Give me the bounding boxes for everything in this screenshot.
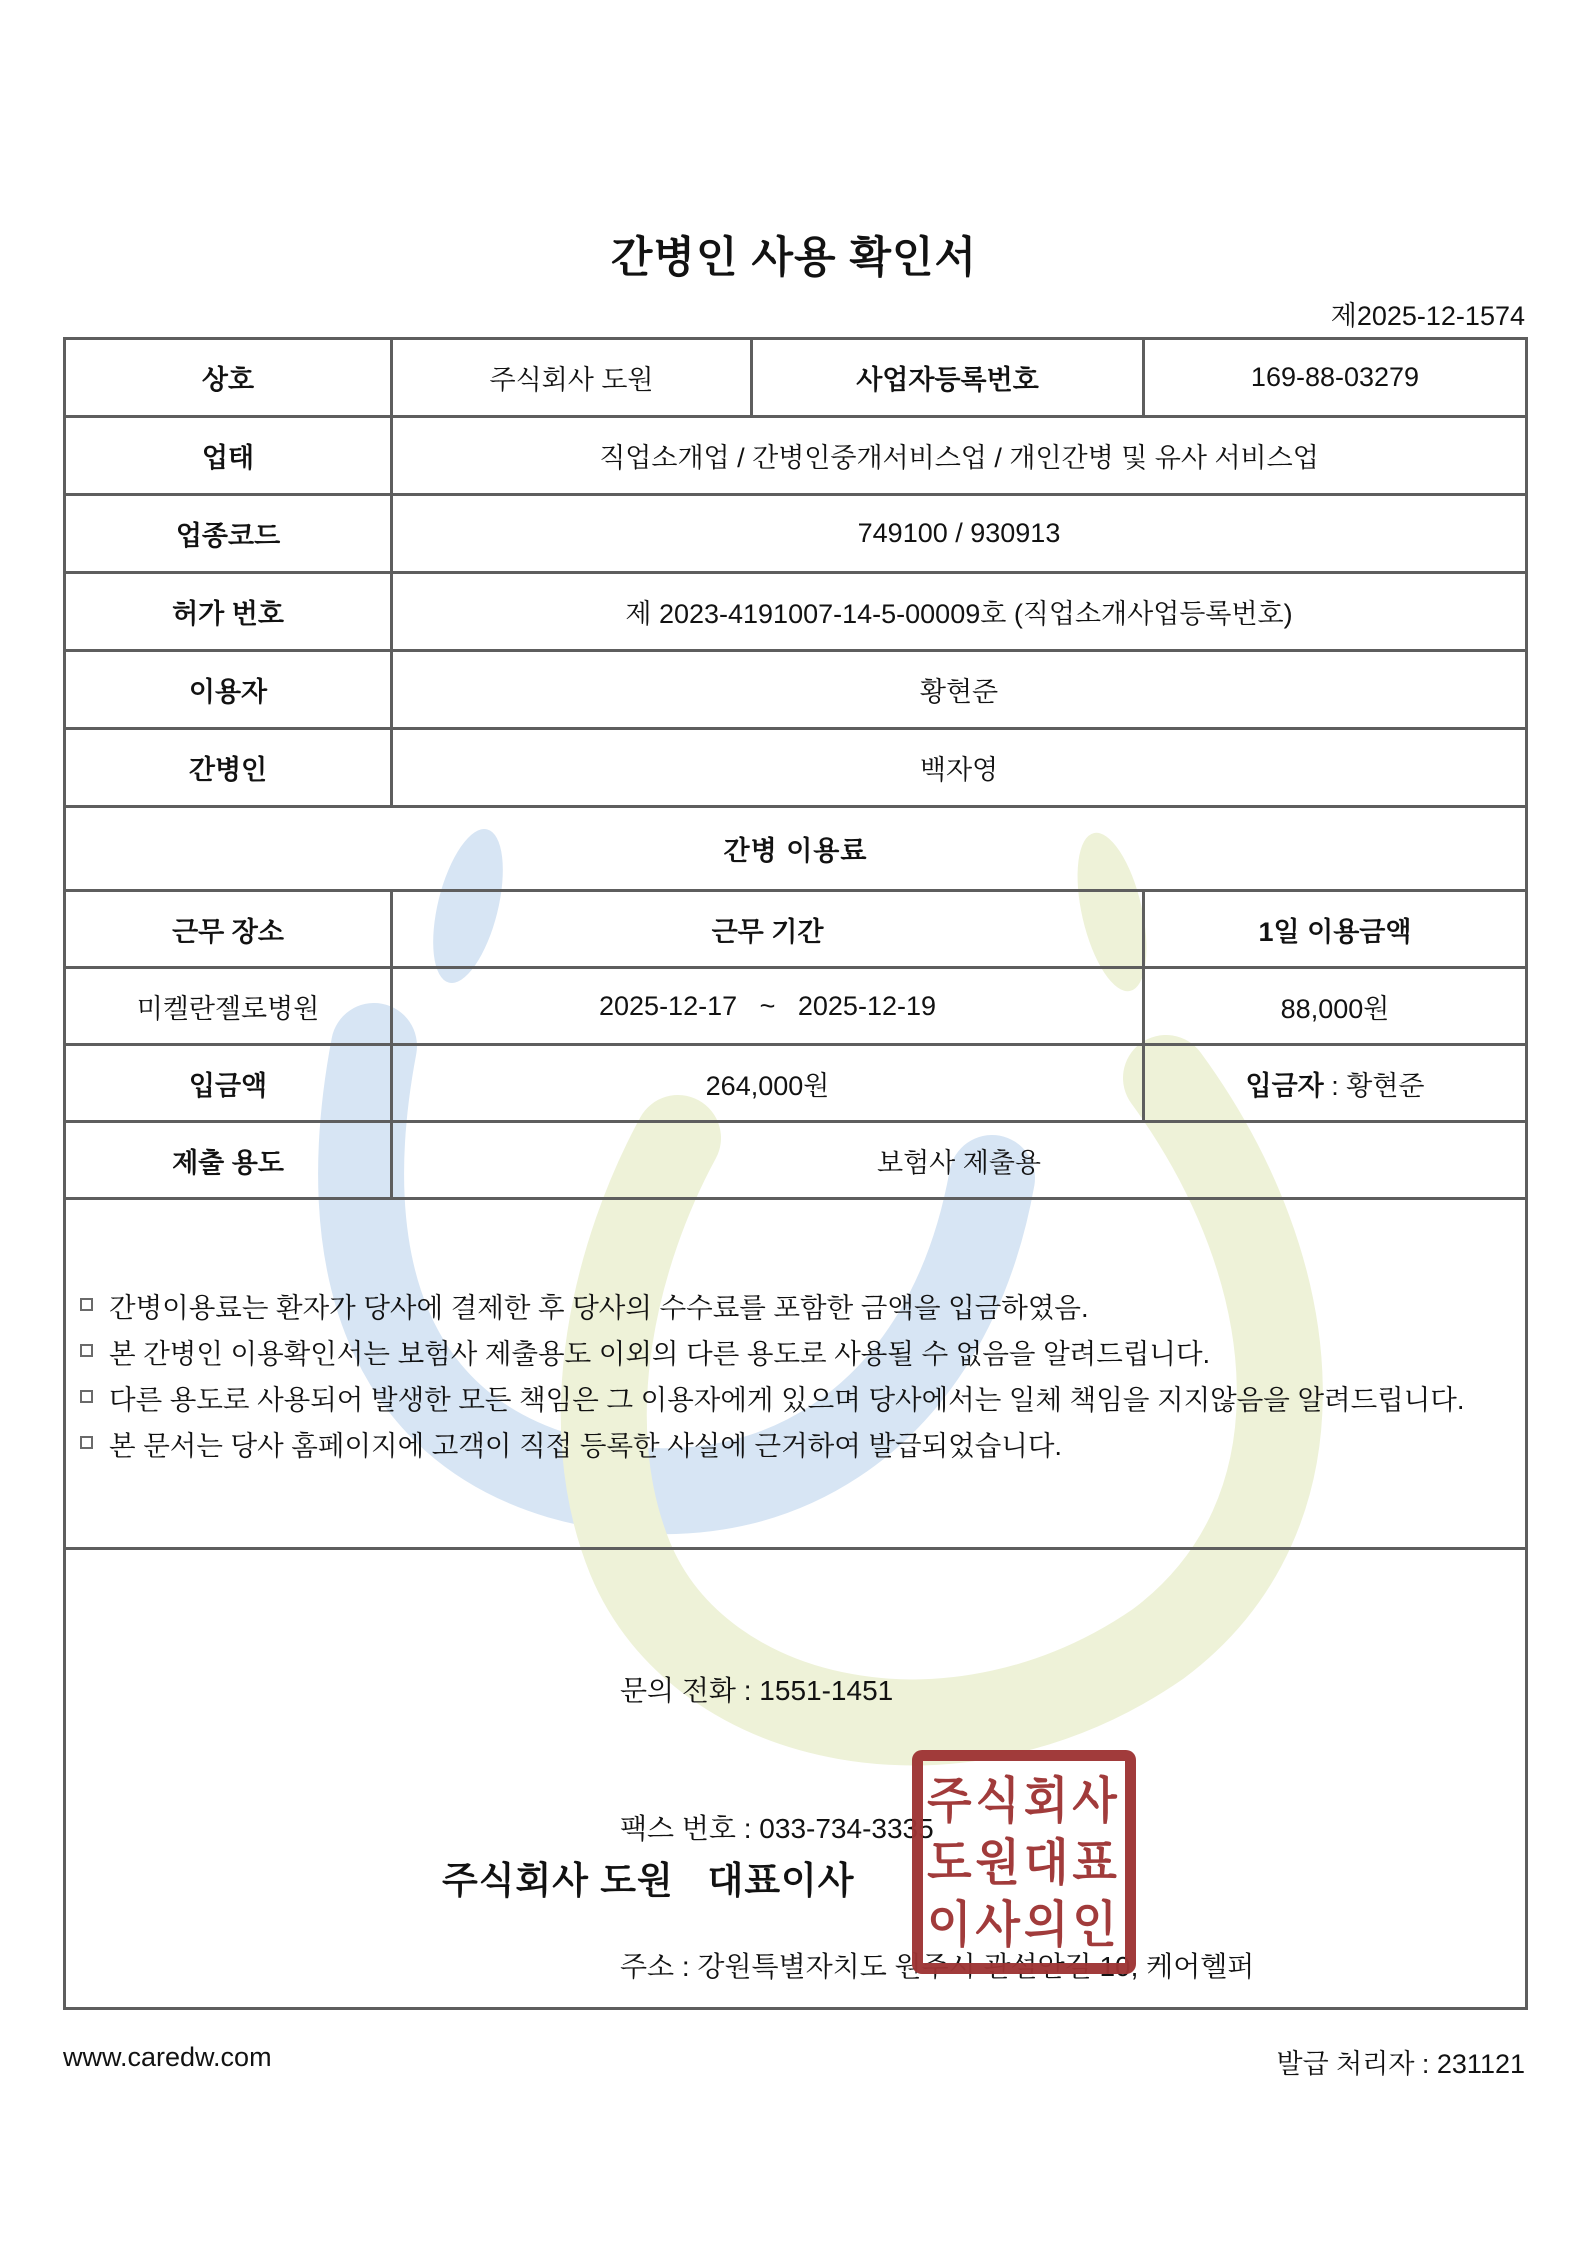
square-bullet-icon bbox=[80, 1436, 93, 1449]
company-name-label: 상호 bbox=[65, 339, 392, 417]
note-item bbox=[66, 1374, 1525, 1420]
business-type-label: 업태 bbox=[65, 417, 392, 495]
purpose-value: 보험사 제출용 bbox=[392, 1122, 1527, 1199]
depositor-label: 입금자 bbox=[1245, 1070, 1324, 1101]
signature-cell bbox=[65, 1549, 1527, 2009]
deposit-amount-label: 입금액 bbox=[65, 1045, 392, 1122]
work-place-header: 근무 장소 bbox=[65, 891, 392, 968]
table-row bbox=[65, 1045, 1527, 1122]
purpose-label: 제출 용도 bbox=[65, 1122, 392, 1199]
square-bullet-icon bbox=[80, 1344, 93, 1357]
fee-section-header: 간병 이용료 bbox=[65, 807, 1527, 891]
user-label: 이용자 bbox=[65, 651, 392, 729]
work-place-value: 미켈란젤로병원 bbox=[65, 968, 392, 1045]
confirmation-table bbox=[63, 337, 1528, 2010]
table-row bbox=[65, 1199, 1527, 1549]
note-text: 본 문서는 당사 홈페이지에 고객이 직접 등록한 사실에 근거하여 발급되었습니다. bbox=[109, 1429, 1063, 1461]
issue-processor: 발급 처리자 : 231121 bbox=[1276, 2049, 1525, 2079]
table-row bbox=[65, 339, 1527, 417]
user-value: 황현준 bbox=[392, 651, 1527, 729]
note-item bbox=[66, 1282, 1525, 1328]
note-text: 본 간병인 이용확인서는 보험사 제출용도 이외의 다른 용도로 사용될 수 없음을 알려드립니다. bbox=[109, 1337, 1211, 1369]
table-row bbox=[65, 417, 1527, 495]
note-text: 간병이용료는 환자가 당사에 결제한 후 당사의 수수료를 포함한 금액을 입금하였음. bbox=[109, 1291, 1089, 1323]
contact-fax: 팩스 번호 : 033-734-3335 bbox=[620, 1813, 934, 1844]
table-row bbox=[65, 729, 1527, 807]
table-row bbox=[65, 1549, 1527, 2009]
deposit-amount-value: 264,000원 bbox=[392, 1045, 1144, 1122]
table-row bbox=[65, 1122, 1527, 1199]
page-title: 간병인 사용 확인서 bbox=[610, 234, 978, 282]
company-signature-text: 주식회사 도원 대표이사 bbox=[442, 1860, 855, 1901]
caregiver-value: 백자영 bbox=[392, 729, 1527, 807]
square-bullet-icon bbox=[80, 1390, 93, 1403]
depositor-value: 황현준 bbox=[1346, 1070, 1425, 1101]
permit-number-label: 허가 번호 bbox=[65, 573, 392, 651]
website-url: www.caredw.com bbox=[63, 2042, 272, 2072]
table-row bbox=[65, 968, 1527, 1045]
daily-amount-header: 1일 이용금액 bbox=[1144, 891, 1527, 968]
notes-cell bbox=[65, 1199, 1527, 1549]
stamp-line: 도원대표 bbox=[927, 1833, 1121, 1891]
industry-code-value: 749100 / 930913 bbox=[392, 495, 1527, 573]
table-row bbox=[65, 573, 1527, 651]
square-bullet-icon bbox=[80, 1298, 93, 1311]
table-row bbox=[65, 807, 1527, 891]
note-text: 다른 용도로 사용되어 발생한 모든 책임은 그 이용자에게 있으며 당사에서는 일체 책임을 지지않음을 알려드립니다. bbox=[109, 1383, 1465, 1415]
caregiver-label: 간병인 bbox=[65, 729, 392, 807]
table-row bbox=[65, 651, 1527, 729]
depositor-separator: : bbox=[1323, 1070, 1347, 1101]
contact-phone: 문의 전화 : 1551-1451 bbox=[620, 1675, 894, 1706]
work-period-value: 2025-12-17 ~ 2025-12-19 bbox=[392, 968, 1144, 1045]
company-name-value: 주식회사 도원 bbox=[392, 339, 752, 417]
business-type-value: 직업소개업 / 간병인중개서비스업 / 개인간병 및 유사 서비스업 bbox=[392, 417, 1527, 495]
corporate-seal-stamp bbox=[912, 1750, 1136, 1974]
stamp-line: 이사의인 bbox=[927, 1895, 1121, 1953]
note-item bbox=[66, 1328, 1525, 1374]
stamp-line: 주식회사 bbox=[927, 1771, 1121, 1829]
industry-code-label: 업종코드 bbox=[65, 495, 392, 573]
document-number: 제2025-12-1574 bbox=[1330, 301, 1525, 331]
note-item bbox=[66, 1420, 1525, 1466]
daily-amount-value: 88,000원 bbox=[1144, 968, 1527, 1045]
permit-number-value: 제 2023-4191007-14-5-00009호 (직업소개사업등록번호) bbox=[392, 573, 1527, 651]
biz-reg-number-value: 169-88-03279 bbox=[1144, 339, 1527, 417]
table-row bbox=[65, 495, 1527, 573]
table-row bbox=[65, 891, 1527, 968]
work-period-header: 근무 기간 bbox=[392, 891, 1144, 968]
depositor-cell bbox=[1144, 1045, 1527, 1122]
contact-address: 주소 : 강원특별자치도 원주시 관설안길 10, 케어헬퍼 bbox=[620, 1951, 1255, 1982]
biz-reg-number-label: 사업자등록번호 bbox=[752, 339, 1144, 417]
